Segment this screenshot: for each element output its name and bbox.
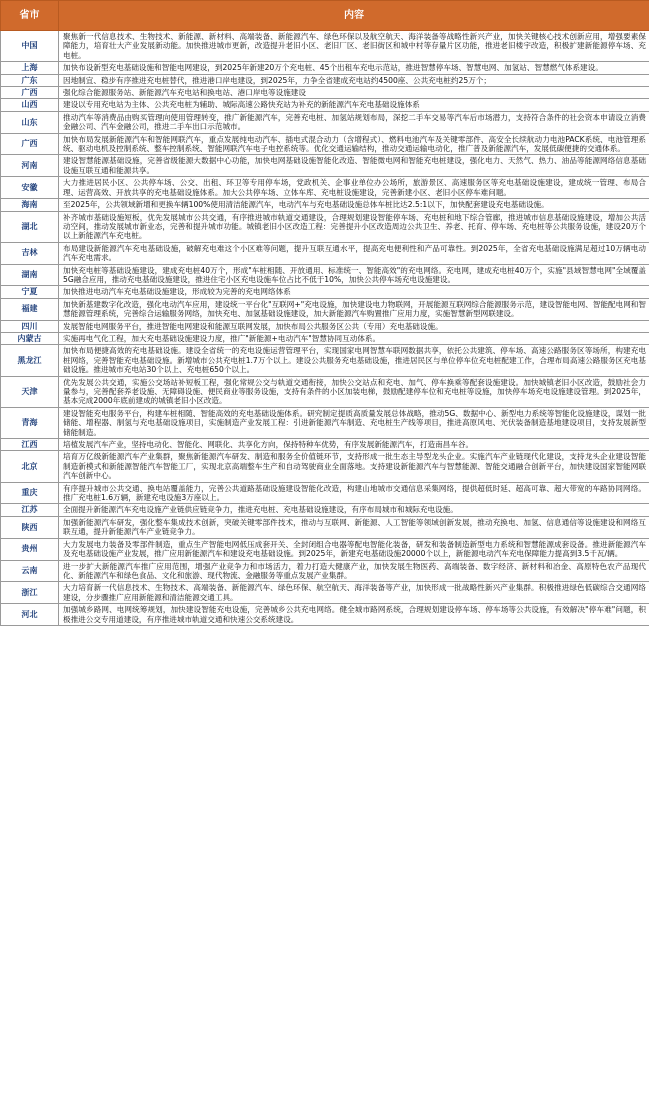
- content-cell: 进一步扩大新能源汽车推广应用范围，增强产业竞争力和市场活力，着力打造大健康产业，加快发展生物医药、高端装备、数字经济、新材料和冶金、高原特色农产品现代化、新能源汽车和绿色食品、文化和旅游、现代物流、金融服务等重点发展产业集群。: [59, 560, 649, 582]
- content-cell: 推动汽车等消费品由购买管理向使用管理转变，推广新能源汽车，完善充电桩、加氢站规划布局，深挖二手车交易等汽车后市场潜力，支持符合条件的社会资本申请设立消费金融公司、汽车金融公司，推进二手车出口示范城市。: [59, 111, 649, 133]
- region-cell: 云南: [1, 560, 59, 582]
- region-cell: 重庆: [1, 482, 59, 504]
- table-row: [1, 320, 649, 332]
- table-row: [1, 31, 649, 62]
- content-cell: 实施再电气化工程，加大充电基础设施建设力度，推广"新能源+电动汽车"智慧协同互动体系。: [59, 332, 649, 344]
- region-cell: 山东: [1, 111, 59, 133]
- region-cell: 湖南: [1, 264, 59, 286]
- table-row: [1, 286, 649, 298]
- header-region: 省市: [1, 1, 59, 31]
- table-row: [1, 407, 649, 438]
- table-row: [1, 133, 649, 155]
- region-cell: 安徽: [1, 177, 59, 199]
- content-cell: 补齐城市基础设施短板，优先发展城市公共交通，有序推进城市轨道交通建设，合理规划建设智能停车场、充电桩和地下综合管廊，推进城市信息基础设施建设，增加公共活动空间，推动发展城市新业态，完善和提升城市功能。城镇老旧小区改造工程：完善提升小区改造周边公共卫生、养老、托育、停车场、充电桩等公共服务设施，建设20万个以上新能源汽车充电桩。: [59, 211, 649, 242]
- table-row: [1, 177, 649, 199]
- region-cell: 山西: [1, 99, 59, 111]
- content-cell: 培育万亿级新能源汽车产业集群，聚焦新能源汽车研发、制造和服务全价值链环节，支持形成一批生态主导型龙头企业。实施汽车产业链现代化建设，支持龙头企业建设智能制造新模式和新能源智能汽车智能工厂，实现北京高端整车生产和自动驾驶商业全面落地。支持建设新能源汽车与智慧能源、智能交通融合创新平台，加快建设国家智能网联汽车创新中心。: [59, 451, 649, 482]
- content-cell: 加强城乡路网、电网统筹规划，加快建设智能充电设施，完善城乡公共充电网络。健全城市路网系统，合理规划建设停车场、停车场等公共设施，有效解决"停车难"问题，积极推进公交专用道建设，有序推进城市轨道交通和快速公交系统建设。: [59, 604, 649, 626]
- table-row: [1, 560, 649, 582]
- table-row: [1, 155, 649, 177]
- content-cell: 加强新能源汽车研发，强化整车集成技术创新，突破关键零部件技术，推动与互联网、新能源、人工智能等领域创新发展，推动充换电、加氢、信息通信等设施建设和网络互联互通，提升新能源汽车产业链竞争力。: [59, 516, 649, 538]
- content-cell: 培植发展汽车产业，坚持电动化、智能化、网联化、共享化方向，保持特种车优势，有序发展新能源汽车，打造南昌车谷。: [59, 439, 649, 451]
- region-cell: 宁夏: [1, 286, 59, 298]
- content-cell: 建设以专用充电站为主体、公共充电桩为辅助、城际高速公路快充站为补充的新能源汽车充电基础设施体系: [59, 99, 649, 111]
- content-cell: 强化综合能源服务站、新能源汽车充电站和换电站、港口岸电等设施建设: [59, 87, 649, 99]
- region-cell: 内蒙古: [1, 332, 59, 344]
- table-row: [1, 111, 649, 133]
- table-row: [1, 376, 649, 407]
- region-cell: 天津: [1, 376, 59, 407]
- region-cell: 中国: [1, 31, 59, 62]
- table-row: [1, 62, 649, 74]
- content-cell: 有序提升城市公共交通、换电站覆盖能力，完善公共道路基础设施建设智能化改造，构建山地城市交通信息采集网络，提供超低时延、超高可靠、超大带宽的车路协同网络。推广充电桩1.6万辆，新建充电设施3万座以上。: [59, 482, 649, 504]
- content-cell: 建设智慧能源基础设施，完善省级能源大数据中心功能，加快电网基础设施智能化改造、智能微电网和智能充电桩建设，强化电力、天然气、热力、油品等能源网络信息基础设施互联互通和能源共享。: [59, 155, 649, 177]
- content-cell: 因地制宜、稳步有序推进充电桩替代，推进港口岸电建设，到2025年，力争全省建成充电站约4500座、公共充电桩约25万个；: [59, 74, 649, 86]
- region-cell: 广西: [1, 133, 59, 155]
- region-cell: 贵州: [1, 538, 59, 560]
- region-cell: 青海: [1, 407, 59, 438]
- region-cell: 江苏: [1, 504, 59, 516]
- table-row: [1, 516, 649, 538]
- table-row: [1, 439, 649, 451]
- table-row: [1, 604, 649, 626]
- table-row: [1, 451, 649, 482]
- table-row: [1, 74, 649, 86]
- content-cell: 全面提升新能源汽车充电设施产业链供应链竞争力，推进充电桩、充电基础设施建设，有序布局城市和城际充电设施。: [59, 504, 649, 516]
- table-body: [1, 31, 649, 626]
- header-content: 内容: [59, 1, 649, 31]
- region-cell: 河北: [1, 604, 59, 626]
- region-cell: 浙江: [1, 582, 59, 604]
- table-row: [1, 504, 649, 516]
- content-cell: 聚焦新一代信息技术、生物技术、新能源、新材料、高端装备、新能源汽车、绿色环保以及航空航天、海洋装备等战略性新兴产业，加快关键核心技术创新应用，增强要素保障能力，培育壮大产业发展新动能。加快推进城市更新，改造提升老旧小区、老旧厂区、老旧街区和城中村等存量片区功能，推进老旧楼宇改造，积极扩建新能源停车场、充电桩。: [59, 31, 649, 62]
- table-row: [1, 332, 649, 344]
- table-row: [1, 538, 649, 560]
- region-cell: 陕西: [1, 516, 59, 538]
- table-row: [1, 87, 649, 99]
- table-row: [1, 582, 649, 604]
- content-cell: 加快布设新型充电基础设施和智能电网建设，到2025年新建20万个充电桩、45个出租车充电示范站，推进智慧停车场、智慧电网、加氢站、智慧燃气体系建设。: [59, 62, 649, 74]
- table-row: [1, 298, 649, 320]
- content-cell: 加快新基建数字化改造，强化电动汽车应用，建设统一平台化"互联网+"充电设施，加快建设电力物联网，开展能源互联网综合能源服务示范，建设智能电网、智能配电网和智慧能源管理系统，完善综合运输服务网络，加快充电、加氢基础设施建设，加大新能源汽车购置推广应用力度，实施智慧新型网联建设。: [59, 298, 649, 320]
- table-header-row: [1, 1, 649, 31]
- content-cell: 加快充电桩等基础设施建设，建成充电桩40万个，形成"车桩相随、开放通用、标准统一、智能高效"的充电网络。充电网，建成充电桩40万个，实施"县域智慧电网"全域覆盖5G融合应用，推动充电基础设施建设，推进住宅小区充电设施车位占比不低于10%，加快公共停车场充电设施建设。: [59, 264, 649, 286]
- content-cell: 加快布局发展新能源汽车和智能网联汽车，重点发展纯电动汽车、插电式混合动力（含增程式）、燃料电池汽车及关键零部件、高安全长续航动力电池PACK系统、电池管理系统、驱动电机及控制系统、整车控制系统、智能网联汽车电子电控系统等。优化交通运输结构，推动交通运输电动化，推广普及新能源汽车，发展低碳便捷的交通体系。: [59, 133, 649, 155]
- region-cell: 福建: [1, 298, 59, 320]
- content-cell: 布局建设新能源汽车充电基础设施，破解充电难这个小区难等问题，提升互联互通水平，提高充电便利性和产品可靠性。到2025年，全省充电基础设施满足超过10万辆电动汽车充电需求。: [59, 242, 649, 264]
- content-cell: 加快推进电动汽车充电基础设施建设，形成较为完善的充电网络体系: [59, 286, 649, 298]
- content-cell: 优先发展公共交通，实施公交场站补短板工程，强化常规公交与轨道交通衔接，加快公交站点和充电、加气、停车换乘等配套设施建设。加快城镇老旧小区改造，鼓励社会力量参与，完善配套养老设施、无障碍设施、便民商业等服务设施，支持有条件的小区加装电梯，鼓励配建停车位和充电桩等设施，加快停车场充电设施建设管理。到2025年，基本完成2000年底前建成的城镇老旧小区改造。: [59, 376, 649, 407]
- content-cell: 至2025年，公共领域新增和更换车辆100%使用清洁能源汽车，电动汽车与充电基础设施总体车桩比达2.5:1以下，加快配套建设充电基础设施。: [59, 199, 649, 211]
- region-cell: 河南: [1, 155, 59, 177]
- content-cell: 发展智能电网服务平台，推进智能电网建设和能源互联网发展，加快布局公共服务区公共（专用）充电基础设施。: [59, 320, 649, 332]
- region-cell: 广东: [1, 74, 59, 86]
- table-row: [1, 211, 649, 242]
- table-row: [1, 242, 649, 264]
- region-cell: 湖北: [1, 211, 59, 242]
- content-cell: 大力推进居民小区、公共停车场、公交、出租、环卫等专用停车场，党政机关、企事业单位办公场所，旅游景区、高速服务区等充电基础设施建设，建成统一管理、布局合理、运营高效、开放共享的充电基础设施体系。加大公共停车场、立体车库、充电桩设施建设，完善新建小区、老旧小区停车难问题。: [59, 177, 649, 199]
- table-row: [1, 345, 649, 376]
- region-cell: 海南: [1, 199, 59, 211]
- region-cell: 广西: [1, 87, 59, 99]
- region-cell: 四川: [1, 320, 59, 332]
- table-row: [1, 99, 649, 111]
- content-cell: 大力发展电力装备及零部件制造，重点生产智能电网低压成套开关、全封闭组合电器等配电智能化装备，研发和装备制造新型电力系统和智慧能源成套设备。推进新能源汽车及充电基础设施产业发展，推广应用新能源汽车和建设充电基础设施。到2025年，新建充电基础设施20000个以上，新能源电动汽车充电保障能力提高到3.5千瓦/辆。: [59, 538, 649, 560]
- content-cell: 加快布局便捷高效的充电基础设施。建设全省统一的充电设施运营管理平台，实现国家电网智慧车联网数据共享，依托公共建筑、停车场、高速公路服务区等场所，构建充电桩网络，完善智能充电基础设施。新增城市公共充电桩1.7万个以上。建设公共服务充电基础设施，推进居民区与单位停车位充电桩配建工作，合理布局高速公路服务区充电基础设施。推进城市充电站30个以上、充电桩650个以上。: [59, 345, 649, 376]
- table-row: [1, 199, 649, 211]
- table-row: [1, 482, 649, 504]
- content-cell: 大力培育新一代信息技术、生物技术、高端装备、新能源汽车、绿色环保、航空航天、海洋装备等产业，加快形成一批战略性新兴产业集群。积极推进绿色低碳综合交通网络建设，分步骤推广应用新能源和清洁能源交通工具。: [59, 582, 649, 604]
- region-cell: 北京: [1, 451, 59, 482]
- region-cell: 黑龙江: [1, 345, 59, 376]
- region-cell: 上海: [1, 62, 59, 74]
- region-cell: 江西: [1, 439, 59, 451]
- content-cell: 建设智能充电服务平台，构建车桩相随、智能高效的充电基础设施体系。研究制定提质高质量发展总体战略，推动5G、数据中心、新型电力系统等智能化设施建设，谋划一批储能、增程器、制氢与充电基础设施项目，实施制造产业发展工程：引进新能源汽车制造、充电桩生产线等项目，推进高原风电、光伏装备制造基地建设项目，支持发展新型储能制造。: [59, 407, 649, 438]
- region-cell: 吉林: [1, 242, 59, 264]
- table-row: [1, 264, 649, 286]
